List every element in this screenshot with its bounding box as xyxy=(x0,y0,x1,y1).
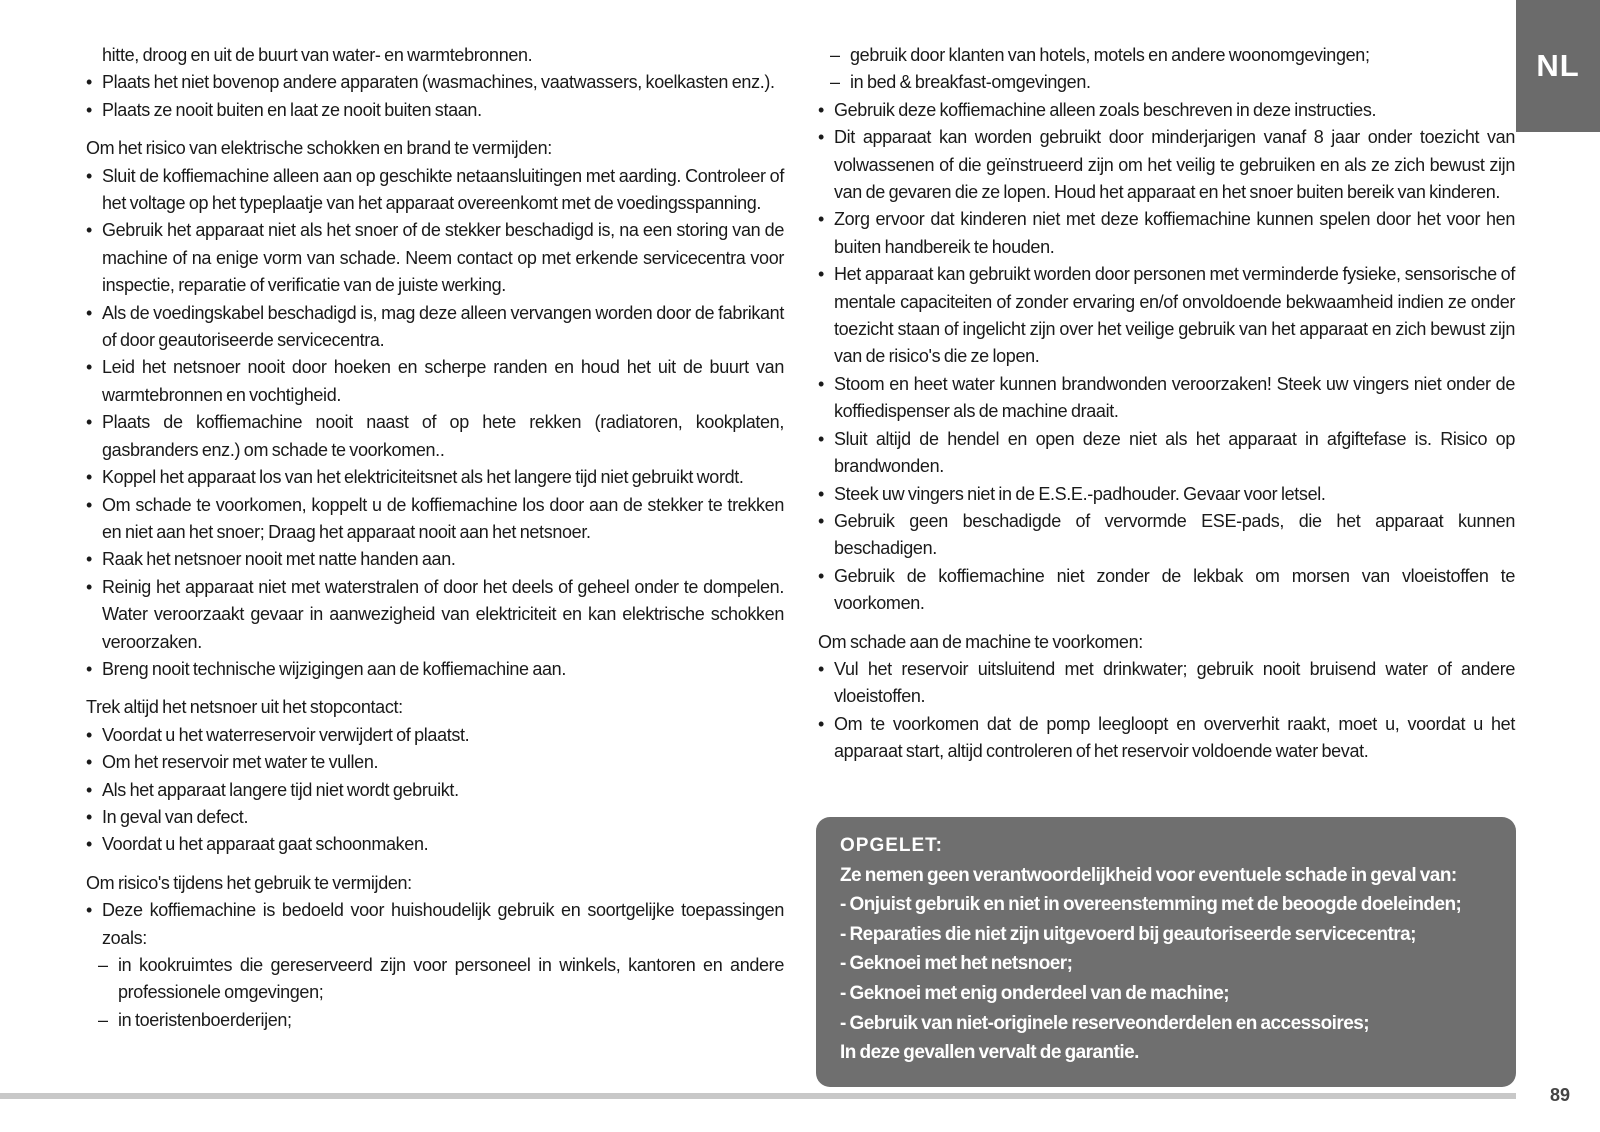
page-number: 89 xyxy=(1549,1085,1571,1105)
bullet-item: • Steek uw vingers niet in de E.S.E.-padhouder. Gevaar voor letsel. xyxy=(818,481,1515,508)
section-heading: Om schade aan de machine te voorkomen: xyxy=(818,631,1143,652)
warning-title: OPGELET: xyxy=(840,835,944,856)
bullet-item: • Om te voorkomen dat de pomp leegloopt en oververhit raakt, moet u, voordat u het apparaat start, altijd controleren of het reservoir voldoende water bevat. xyxy=(818,711,1515,766)
bullet-item: • Plaats de koffiemachine nooit naast of op hete rekken (radiatoren, kookplaten, gasbranders enz.) om schade te voorkomen.. xyxy=(86,409,784,464)
bullet-item: • Het apparaat kan gebruikt worden door personen met verminderde fysieke, sensorische of mentale capaciteiten of zonder ervaring en/of onvoldoende bekwaamheid indien ze onder toezicht staan of ingelicht zijn over het veilige gebruik van het apparaat en zich bewust zijn van de risico's die ze lopen. xyxy=(818,261,1515,371)
warning-line: Ze nemen geen verantwoordelijkheid voor eventuele schade in geval van: xyxy=(840,864,1457,886)
bullet-item: • Gebruik de koffiemachine niet zonder de lekbak om morsen van vloeistoffen te voorkomen. xyxy=(818,563,1515,618)
warning-line: - Geknoei met enig onderdeel van de machine; xyxy=(840,982,1230,1004)
bullet-item: • Als het apparaat langere tijd niet wordt gebruikt. xyxy=(86,777,784,804)
language-tab-label: NL xyxy=(1536,48,1580,83)
sub-item: – in kookruimtes die gereserveerd zijn voor personeel in winkels, kantoren en andere professionele omgevingen; xyxy=(86,952,784,1007)
bullet-item: • Leid het netsnoer nooit door hoeken en scherpe randen en houd het uit de buurt van warmtebronnen en vochtigheid. xyxy=(86,354,784,409)
bullet-item: • Breng nooit technische wijzigingen aan de koffiemachine aan. xyxy=(86,656,784,683)
bullet-item: • Voordat u het apparaat gaat schoonmaken. xyxy=(86,831,784,858)
warning-line: - Geknoei met het netsnoer; xyxy=(840,953,1073,975)
bullet-item: • Om schade te voorkomen, koppelt u de koffiemachine los door aan de stekker te trekken en niet aan het snoer; Draag het apparaat nooit aan het netsnoer. xyxy=(86,492,784,547)
left-column xyxy=(86,42,784,1034)
bullet-item: • Vul het reservoir uitsluitend met drinkwater; gebruik nooit bruisend water of andere vloeistoffen. xyxy=(818,656,1515,711)
bullet-item: • Gebruik deze koffiemachine alleen zoals beschreven in deze instructies. xyxy=(818,97,1515,124)
bullet-item: • Plaats ze nooit buiten en laat ze nooit buiten staan. xyxy=(86,97,784,124)
language-tab xyxy=(1516,0,1600,132)
sub-item: – gebruik door klanten van hotels, motels en andere woonomgevingen; xyxy=(818,42,1515,69)
bullet-item: • Deze koffiemachine is bedoeld voor huishoudelijk gebruik en soortgelijke toepassingen zoals: xyxy=(86,897,784,952)
bullet-item: • Reinig het apparaat niet met waterstralen of door het deels of geheel onder te dompelen. Water veroorzaakt gevaar in aanwezigheid van elektriciteit en kan elektrische schokken veroorzaken. xyxy=(86,574,784,656)
paragraph-gap xyxy=(86,124,784,135)
warning-box xyxy=(816,817,1516,1087)
paragraph-gap xyxy=(86,859,784,870)
bullet-item: • Gebruik het apparaat niet als het snoer of de stekker beschadigd is, na een storing van de machine of na enige vorm van schade. Neem contact op met erkende servicecentra voor inspectie, reparatie of verificatie van de juiste werking. xyxy=(86,217,784,299)
warning-line: - Onjuist gebruik en niet in overeenstemming met de beoogde doeleinden; xyxy=(840,894,1462,916)
bullet-item: • Dit apparaat kan worden gebruikt door minderjarigen vanaf 8 jaar onder toezicht van volwassenen of die geïnstrueerd zijn om het veilig te gebruiken en als ze zich bewust zijn van de gevaren die ze lopen. Houd het apparaat en het snoer buiten bereik van kinderen. xyxy=(818,124,1515,206)
bullet-item: • Voordat u het waterreservoir verwijdert of plaatst. xyxy=(86,722,784,749)
continuation-text: hitte, droog en uit de buurt van water- en warmtebronnen. xyxy=(102,45,533,65)
section-heading: Trek altijd het netsnoer uit het stopcontact: xyxy=(86,697,403,718)
bullet-item: • Als de voedingskabel beschadigd is, mag deze alleen vervangen worden door de fabrikant of door geautoriseerde servicecentra. xyxy=(86,300,784,355)
right-column xyxy=(818,42,1515,766)
footer-rule xyxy=(0,1093,1516,1099)
bullet-item: • Om het reservoir met water te vullen. xyxy=(86,749,784,776)
sub-item: – in toeristenboerderijen; xyxy=(86,1007,784,1034)
bullet-item: • In geval van defect. xyxy=(86,804,784,831)
paragraph-gap xyxy=(818,618,1515,629)
paragraph-gap xyxy=(86,683,784,694)
bullet-item: • Koppel het apparaat los van het elektriciteitsnet als het langere tijd niet gebruikt wordt. xyxy=(86,464,784,491)
warning-line: - Gebruik van niet-originele reserveonderdelen en accessoires; xyxy=(840,1012,1370,1034)
bullet-item: • Sluit de koffiemachine alleen aan op geschikte netaansluitingen met aarding. Controleer of het voltage op het typeplaatje van het apparaat overeenkomt met de voedingsspanning. xyxy=(86,163,784,218)
bullet-item: • Stoom en heet water kunnen brandwonden veroorzaken! Steek uw vingers niet onder de koffiedispenser als de machine draait. xyxy=(818,371,1515,426)
warning-line: - Reparaties die niet zijn uitgevoerd bij geautoriseerde servicecentra; xyxy=(840,923,1416,945)
warning-line: In deze gevallen vervalt de garantie. xyxy=(840,1042,1139,1064)
warning-lines xyxy=(840,861,1496,1068)
bullet-item: • Plaats het niet bovenop andere apparaten (wasmachines, vaatwassers, koelkasten enz.). xyxy=(86,69,784,96)
section-heading: Om risico's tijdens het gebruik te vermijden: xyxy=(86,872,412,893)
bullet-item: • Raak het netsnoer nooit met natte handen aan. xyxy=(86,546,784,573)
bullet-item: • Sluit altijd de hendel en open deze niet als het apparaat in afgiftefase is. Risico op brandwonden. xyxy=(818,426,1515,481)
sub-item: – in bed & breakfast-omgevingen. xyxy=(818,69,1515,96)
bullet-item: • Gebruik geen beschadigde of vervormde ESE-pads, die het apparaat kunnen beschadigen. xyxy=(818,508,1515,563)
bullet-item: • Zorg ervoor dat kinderen niet met deze koffiemachine kunnen spelen door het voor hen buiten handbereik te houden. xyxy=(818,206,1515,261)
section-heading: Om het risico van elektrische schokken en brand te vermijden: xyxy=(86,138,552,159)
